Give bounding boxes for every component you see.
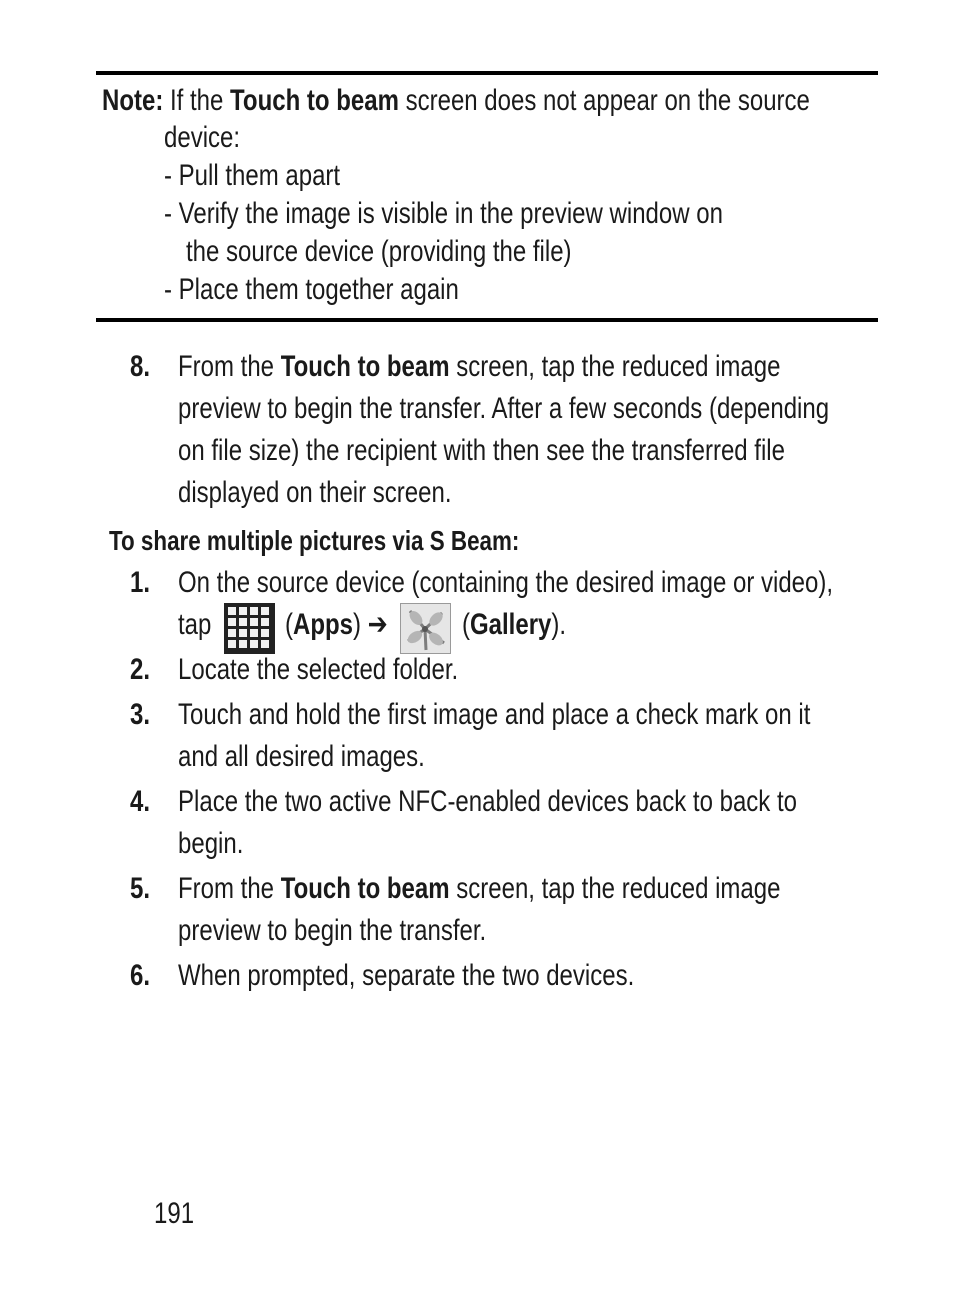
step-4-line-2: begin. [178, 827, 244, 860]
step-2-line-1: Locate the selected folder. [178, 653, 459, 686]
note-top-rule [96, 71, 878, 75]
step-1-line-1: On the source device (containing the desired image or video), [178, 566, 834, 599]
page-number: 191 [154, 1197, 195, 1230]
step-5-line-1: From the Touch to beam screen, tap the reduced image [178, 872, 781, 905]
step-2-number: 2. [130, 653, 151, 686]
step-8-line-2: preview to begin the transfer. After a few seconds (depending [178, 392, 830, 425]
note-label: Note: [102, 84, 164, 117]
note-bullet-verify: - Verify the image is visible in the preview window on [164, 197, 723, 230]
step-8-number: 8. [130, 350, 151, 383]
step-1-tap-word: tap [178, 608, 212, 641]
step-3-line-1: Touch and hold the first image and place a check mark on it [178, 698, 811, 731]
step-5-number: 5. [130, 872, 151, 905]
step-8-line-1: From the Touch to beam screen, tap the reduced image [178, 350, 781, 383]
touch-to-beam-term: Touch to beam [230, 84, 399, 117]
apps-label: (Apps) ➔ [285, 608, 388, 641]
note-line-1: Note: If the Touch to beam screen does not appear on the source [102, 84, 810, 117]
note-bullet-verify-cont: the source device (providing the file) [186, 235, 572, 268]
gallery-label: (Gallery). [462, 608, 567, 641]
step-8-line-3: on file size) the recipient with then see the transferred file [178, 434, 785, 467]
step-4-number: 4. [130, 785, 151, 818]
note-bottom-rule [96, 318, 878, 322]
apps-grid-icon [224, 603, 275, 654]
step-1-number: 1. [130, 566, 151, 599]
gallery-icon [400, 603, 451, 654]
step-3-line-2: and all desired images. [178, 740, 425, 773]
note-bullet-place-together: - Place them together again [164, 273, 459, 306]
step-6-line-1: When prompted, separate the two devices. [178, 959, 635, 992]
step-6-number: 6. [130, 959, 151, 992]
note-line-2: device: [164, 121, 241, 154]
step-5-line-2: preview to begin the transfer. [178, 914, 487, 947]
step-4-line-1: Place the two active NFC-enabled devices back to back to [178, 785, 797, 818]
step-8-line-4: displayed on their screen. [178, 476, 452, 509]
note-bullet-pull-apart: - Pull them apart [164, 159, 341, 192]
arrow-right-icon: ➔ [367, 608, 388, 641]
section-heading: To share multiple pictures via S Beam: [109, 525, 520, 556]
step-3-number: 3. [130, 698, 151, 731]
